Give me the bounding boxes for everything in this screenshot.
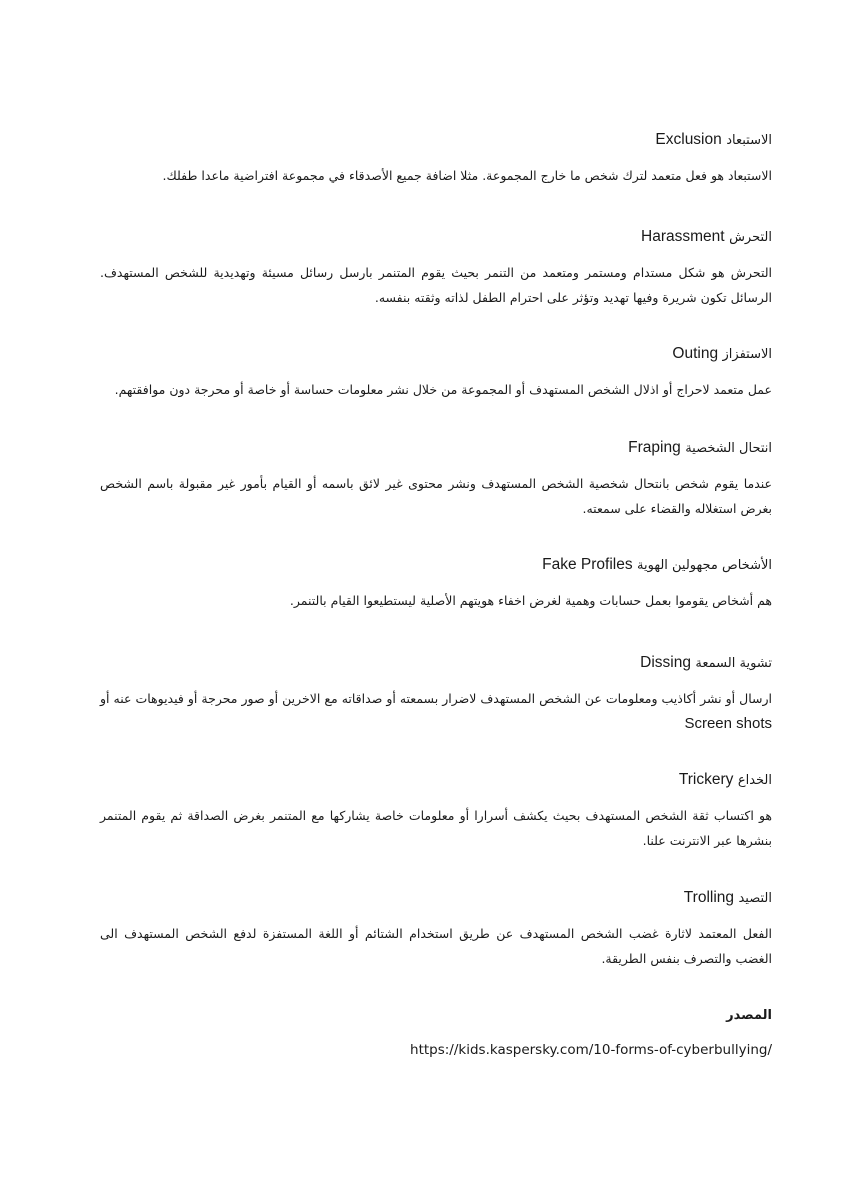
section-fraping <box>100 438 772 521</box>
heading-arabic: الأشخاص مجهولين الهوية <box>637 558 772 573</box>
heading-english: Trolling <box>683 889 735 906</box>
heading-arabic: تشوية السمعة <box>695 656 772 671</box>
section-harassment <box>100 227 772 310</box>
heading-english: Harassment <box>641 228 725 245</box>
heading-english: Exclusion <box>655 131 722 148</box>
source-block <box>726 1006 772 1026</box>
section-trolling <box>100 888 772 971</box>
section-heading <box>100 653 772 674</box>
section-body: عندما يقوم شخص بانتحال شخصية الشخص المستهدف ونشر محتوى غير لائق باسمه أو القيام بأمور غير مقبولة باسم الشخص بغرض استغلاله والقضاء على سمعته. <box>100 476 772 516</box>
heading-arabic: التصيد <box>738 891 772 906</box>
section-heading <box>100 344 772 365</box>
body-arabic-text: ارسال أو نشر أكاذيب ومعلومات عن الشخص المستهدف لاضرار بسمعته أو صداقاته مع الاخرين أو صور محرجة أو فيديوهات عنه أو <box>100 691 772 706</box>
section-heading <box>100 130 772 151</box>
section-body: هم أشخاص يقوموا بعمل حسابات وهمية لغرض اخفاء هويتهم الأصلية ليستطيعوا القيام بالتنمر. <box>289 593 772 608</box>
source-label: المصدر <box>726 1008 772 1023</box>
heading-english: Fake Profiles <box>542 556 633 573</box>
heading-english: Outing <box>672 345 719 362</box>
section-dissing <box>100 653 772 736</box>
section-body <box>100 686 772 736</box>
section-body: عمل متعمد لاحراج أو اذلال الشخص المستهدف أو المجموعة من خلال نشر معلومات حساسة أو خاصة أو محرجة دون موافقتهم. <box>114 382 772 397</box>
section-heading <box>100 227 772 248</box>
section-fake-profiles <box>100 555 772 613</box>
body-english-term: Screen shots <box>684 715 772 732</box>
section-trickery <box>100 770 772 853</box>
heading-english: Trickery <box>678 771 734 788</box>
section-heading <box>100 888 772 909</box>
section-body: الاستبعاد هو فعل متعمد لترك شخص ما خارج المجموعة. مثلا اضافة جميع الأصدقاء في مجموعة افتراضية ماعدا طفلك. <box>162 168 772 183</box>
heading-english: Dissing <box>640 654 691 671</box>
heading-arabic: الاستبعاد <box>726 133 772 148</box>
source-link[interactable]: https://kids.kaspersky.com/10-forms-of-cyberbullying/ <box>410 1042 772 1058</box>
heading-arabic: التحرش <box>729 230 772 245</box>
heading-arabic: الخداع <box>737 773 772 788</box>
section-exclusion <box>100 130 772 188</box>
section-outing <box>100 344 772 402</box>
section-body: الفعل المعتمد لاثارة غضب الشخص المستهدف عن طريق استخدام الشتائم أو اللغة المستفزة لدفع الشخص المستهدف الى الغضب والتصرف بنفس الطريقة. <box>100 926 772 966</box>
heading-english: Fraping <box>628 439 681 456</box>
section-heading <box>100 770 772 791</box>
section-body: هو اكتساب ثقة الشخص المستهدف بحيث يكشف أسرارا أو معلومات خاصة يشاركها مع المتنمر بغرض الصداقة ثم يقوم المتنمر بنشرها عبر الانترنت علنا. <box>100 808 772 848</box>
heading-arabic: الاستفزاز <box>722 347 772 362</box>
section-heading <box>100 438 772 459</box>
heading-arabic: انتحال الشخصية <box>685 441 772 456</box>
section-body: التحرش هو شكل مستدام ومستمر ومتعمد من التنمر بحيث يقوم المتنمر بارسل رسائل مسيئة وتهديدية للشخص المستهدف. الرسائل تكون شريرة وفيها تهديد وتؤثر على احترام الطفل لذاته وثقته بنفسه. <box>100 265 772 305</box>
section-heading <box>100 555 772 576</box>
